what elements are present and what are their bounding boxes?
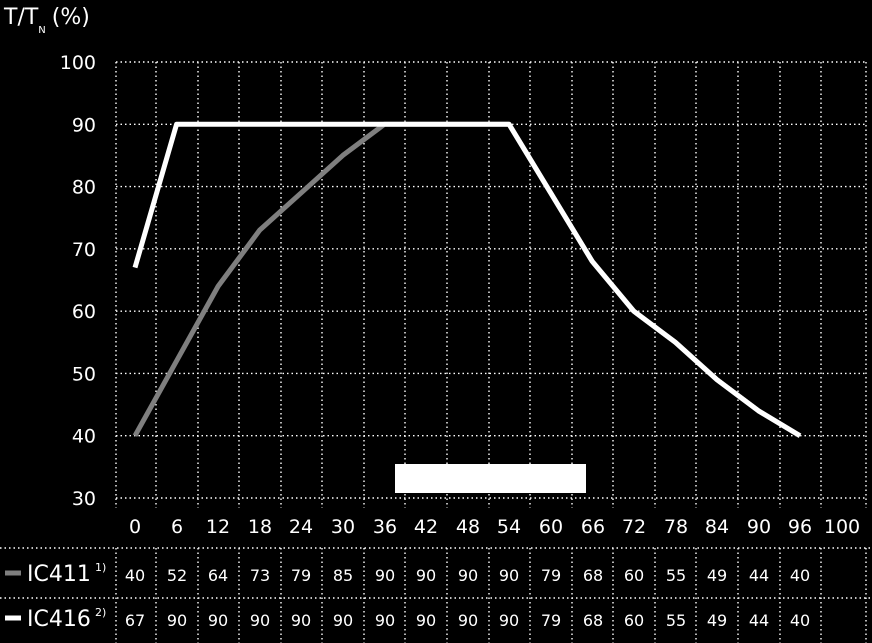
x-tick-label-30: 30 [330,516,356,538]
table-cell-ic416-96: 40 [789,611,811,630]
x-tick-label-84: 84 [704,516,730,538]
x-tick-label-0: 0 [128,516,142,538]
table-cell-ic411-42: 90 [415,566,437,585]
y-tick-label-70: 70 [71,238,96,261]
y-tick-label-100: 100 [59,52,96,74]
table-cell-ic416-18: 90 [249,611,271,630]
x-tick-label-96: 96 [787,516,813,538]
table-cell-ic416-24: 90 [290,611,312,630]
legend-table [5,561,106,632]
legend-footnote-ic416: 2) [95,606,107,619]
y-tick-label-30: 30 [71,488,96,510]
y-tick-label-40: 40 [71,425,96,448]
table-cell-ic416-6: 90 [166,611,188,630]
legend-item-ic416 [5,606,106,632]
legend-footnote-ic411: 1) [95,561,107,574]
table-cell-ic411-0: 40 [124,566,146,585]
table-cell-ic411-30: 85 [332,566,354,585]
y-tick-label-80: 80 [71,176,96,199]
table-cell-ic411-66: 68 [582,566,604,585]
x-tick-label-24: 24 [288,516,314,538]
series-line-ic411 [135,124,800,435]
legend-item-ic411 [5,561,106,587]
x-tick-label-54: 54 [496,516,522,538]
grid [116,62,866,508]
table-cell-ic411-18: 73 [249,566,271,585]
table-cell-ic411-96: 40 [789,566,811,585]
x-tick-label-90: 90 [746,516,772,538]
table-cell-ic416-54: 90 [498,611,520,630]
x-tick-label-12: 12 [205,516,231,538]
table-cell-ic411-78: 55 [665,566,687,585]
table-cell-ic416-48: 90 [457,611,479,630]
table-cell-ic416-66: 68 [582,611,604,630]
x-axis [129,516,860,538]
x-tick-label-42: 42 [413,516,439,538]
table-cell-ic411-12: 64 [207,566,229,585]
table-cell-ic411-36: 90 [374,566,396,585]
legend-label-ic416: IC416 [27,607,91,632]
x-tick-label-100: 100 [823,516,861,538]
table-cell-ic416-0: 67 [124,611,146,630]
y-axis [3,5,96,510]
table-cell-ic416-12: 90 [207,611,229,630]
table-cell-ic411-60: 79 [540,566,562,585]
y-tick-label-60: 60 [71,301,96,324]
table-cell-ic411-72: 60 [623,566,645,585]
table-cell-ic411-84: 49 [706,566,728,585]
table-cell-ic416-90: 44 [748,611,770,630]
y-axis-label: $T/T_N(\%)$ [4,5,90,36]
table-cell-ic416-78: 55 [665,611,687,630]
legend-label-ic411: IC411 [27,562,91,587]
x-tick-label-18: 18 [247,516,273,538]
x-tick-label-66: 66 [580,516,606,538]
table-cell-ic416-42: 90 [415,611,437,630]
table-cell-ic416-30: 90 [332,611,354,630]
series-lines [135,124,800,435]
y-tick-label-50: 50 [71,363,96,386]
x-tick-label-48: 48 [455,516,481,538]
y-tick-label-90: 90 [71,114,96,137]
series-line-ic416 [135,124,800,435]
table-cell-ic416-84: 49 [706,611,728,630]
table-cell-ic416-36: 90 [374,611,396,630]
table-cell-ic411-90: 44 [748,566,770,585]
x-tick-label-6: 6 [170,516,184,538]
table-cell-ic416-60: 79 [540,611,562,630]
x-tick-label-36: 36 [372,516,398,538]
table-cell-ic416-72: 60 [623,611,645,630]
table-cell-ic411-54: 90 [498,566,520,585]
redaction-box [395,464,586,493]
x-tick-label-72: 72 [621,516,647,538]
table-cell-ic411-48: 90 [457,566,479,585]
x-tick-label-60: 60 [538,516,564,538]
table-cell-ic411-6: 52 [166,566,188,585]
table-cell-ic411-24: 79 [290,566,312,585]
x-tick-label-78: 78 [663,516,689,538]
